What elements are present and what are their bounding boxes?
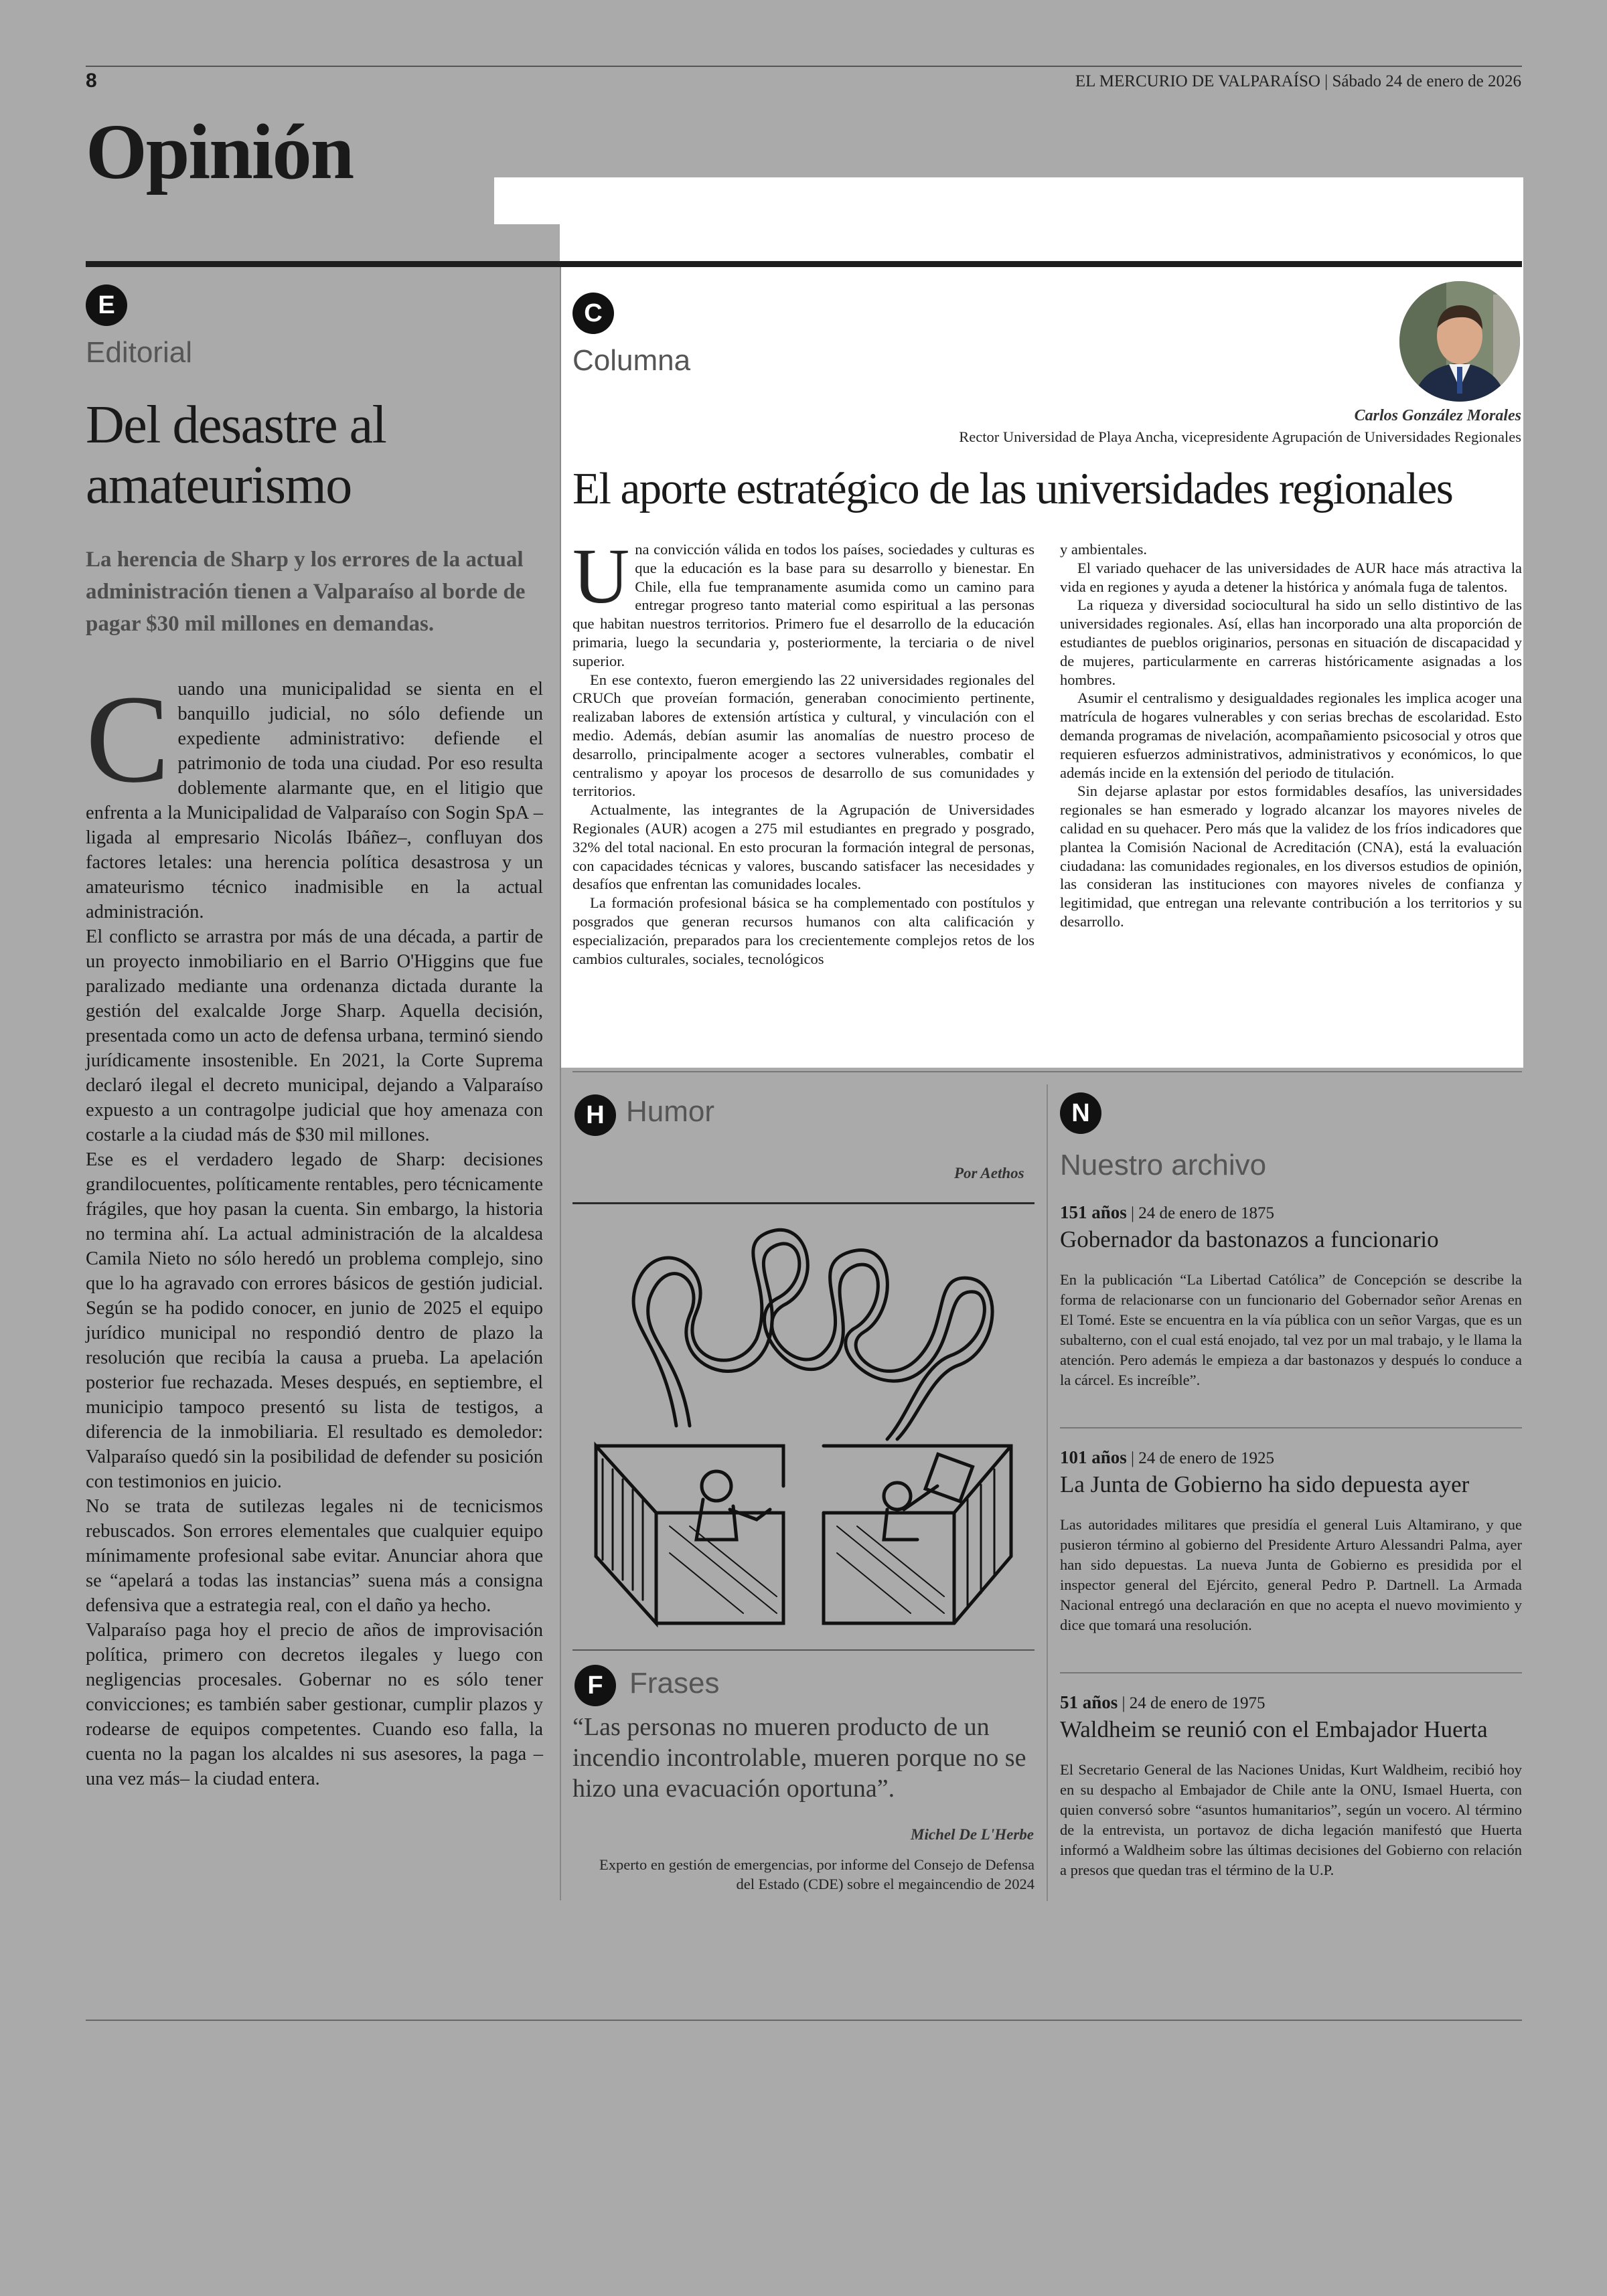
- archive-item-body: Las autoridades militares que presidía el general Luis Altamirano, y que pusieron término al gobierno del Presidente Arturo Alessandri Palma, ayer han sido depuestas. La nueva Junta de Gobierno es presidida por el inspector general del Ejército, general Pedro P. Dartnell. La Armada Nacional entregó una declaración en que no acepta el nuevo movimiento y dice que tomará una resolución.: [1060, 1516, 1522, 1633]
- publication-date-line: EL MERCURIO DE VALPARAÍSO | Sábado 24 de enero de 2026: [1075, 72, 1521, 90]
- editorial-badge: E: [86, 284, 127, 326]
- author-photo: [1399, 281, 1520, 402]
- archive-item-years: 101 años: [1060, 1447, 1127, 1467]
- column-paragraph: na convicción válida en todos los países, sociedades y culturas es que la educación es la base para su desarrollo y bienestar. En Chile, ella fue tempranamente asumida como un camino para entregar progreso tanto material como espiritual a las personas que habitan nuestros territorios. Primero fue el desarrollo de la educación primaria, luego la secundaria y, posteriormente, la terciaria o de nivel superior.: [572, 541, 1035, 669]
- archive-item-header: [1060, 1447, 1522, 1468]
- archive-divider: [1047, 1084, 1048, 1901]
- column-drop-cap: U: [572, 532, 630, 620]
- column-badge: C: [572, 293, 614, 334]
- archive-item-body: En la publicación “La Libertad Católica” de Concepción se describe la forma de relacionarse con un funcionario del Gobernador señor Arenas en El Tomé. Este se encuentra en la vía pública con un señor Vargas, que es un subalterno, con el cual está enojado, tal vez por un mal trabajo, y le llama la atención. Pero además le empieza a dar bastonazos y después lo conduce a la cárcel. Es increíble”.: [1060, 1271, 1522, 1388]
- archive-item-date: | 24 de enero de 1875: [1131, 1204, 1274, 1222]
- archivo-section-label: Nuestro archivo: [1060, 1149, 1267, 1181]
- archive-item-title: La Junta de Gobierno ha sido depuesta ayer: [1060, 1471, 1470, 1497]
- archive-item-title: Gobernador da bastonazos a funcionario: [1060, 1226, 1439, 1252]
- archive-item-header: [1060, 1692, 1522, 1713]
- column-body-left: [572, 532, 1035, 968]
- column-bottom-rule: [572, 1071, 1522, 1072]
- archive-item: [1060, 1692, 1522, 1880]
- column-paragraph: La riqueza y diversidad sociocultural ha sido un sello distintivo de las universidades regionales. Así, ellas han incorporado una alta proporción de estudiantes de pueblos originarios, personas en situación de discapacidad y de mujeres, particularmente en carreras históricamente asignadas a los hombres.: [1060, 596, 1522, 688]
- column-author-title: Rector Universidad de Playa Ancha, vicepresidente Agrupación de Universidades Regionales: [959, 428, 1521, 445]
- column-paragraph: Asumir el centralismo y desigualdades regionales les implica acoger una matrícula de hogares vulnerables y con serias brechas de escolaridad. Esto demanda programas de nivelación, acompañamiento psicosocial y otros que requieren esfuerzos administrativos, administrativos y económicos, lo que además incide en la extensión del periodo de titulación.: [1060, 689, 1522, 781]
- frases-quote: “Las personas no mueren producto de un incendio incontrolable, mueren porque no se hizo una evacuación oportuna”.: [572, 1713, 1026, 1803]
- archivo-badge: N: [1060, 1092, 1101, 1134]
- humor-cartoon: [583, 1205, 1031, 1647]
- column-paragraph: Actualmente, las integrantes de la Agrupación de Universidades Regionales (AUR) acogen a 275 mil estudiantes en pregrado y posgrado, 32% del total nacional. En esto procuran la formación integral de personas, con capacidades técnicas y valores, buscando satisfacer las necesidades y desafíos que enfrentan las comunidades locales.: [572, 801, 1035, 893]
- archive-item-date: | 24 de enero de 1925: [1131, 1449, 1274, 1467]
- archive-item: [1060, 1447, 1522, 1635]
- editorial-headline: Del desastre al amateurismo: [86, 396, 386, 515]
- archive-item-years: 51 años: [1060, 1692, 1118, 1712]
- frases-author-description: Experto en gestión de emergencias, por informe del Consejo de Defensa del Estado (CDE) sobre el megaincendio de 2024: [599, 1856, 1035, 1892]
- column-paragraph: En ese contexto, fueron emergiendo las 22 universidades regionales del CRUCh que proveían formación, generaban conocimiento pertinente, realizaban labores de extensión artística y cultural, y vinculación con el medio. Además, debían asumir las anomalías de nuestro proceso de desarrollo, principalmente acoger a sectores vulnerables, combatir el centralismo y apoyar los procesos de desarrollo de sus comunidades y territorios.: [572, 671, 1035, 800]
- page-number: 8: [86, 70, 97, 92]
- editorial-paragraph: Valparaíso paga hoy el precio de años de improvisación política, primero con decretos ilegales y luego con negligencias procesales. Gobernar no es sólo tener convicciones; es también saber gestionar, cumplir plazos y rodearse de equipos competentes. Cuando eso falla, la cuenta no la pagan los alcaldes ni sus asesores, la paga –una vez más– la ciudad entera.: [86, 1620, 543, 1789]
- editorial-paragraph: uando una municipalidad se sienta en el banquillo judicial, no sólo defiende un expediente administrativo: defiende el patrimonio de toda una ciudad. Por eso resulta doblemente alarmante que, en el litigio que enfrenta a la Municipalidad de Valparaíso con Sogin SpA –ligada al empresario Nicolás Ibáñez–, confluyan dos factores letales: una herencia política desastrosa y un amateurismo técnico inadmisible en la actual administración.: [86, 679, 543, 922]
- humor-badge: H: [575, 1094, 616, 1136]
- editorial-section-label: Editorial: [86, 336, 192, 369]
- column-body-right: [1060, 540, 1522, 931]
- frases-section-label: Frases: [629, 1667, 720, 1700]
- archive-separator: [1060, 1427, 1522, 1428]
- column-paragraph: Sin dejarse aplastar por estos formidables desafíos, las universidades regionales se han esmerado y logrado alcanzar los mayores niveles de calidad en su quehacer. Pero más que la validez de los fríos indicadores que plantea la Comisión Nacional de Acreditación (CNA), está la evaluación ciudadana: las comunidades regionales, en los diversos estudios de opinión, las consideran las instituciones con mayores niveles de confianza y legitimidad, que entregan una relevante contribución a los territorios y su desarrollo.: [1060, 783, 1522, 930]
- humor-bottom-rule: [572, 1649, 1035, 1651]
- archive-item-body: El Secretario General de las Naciones Unidas, Kurt Waldheim, recibió hoy en su despacho al Embajador de Chile ante la ONU, Ismael Huerta, con quien conversó sobre “asuntos humanitarios”, según un vocero. Al término de la entrevista, un portavoz de dicha legación manifestó que Huerta informó a Waldheim sobre las últimas decisiones del Gobierno con relación a presos que quedan tras el término de la U.P.: [1060, 1761, 1522, 1878]
- column-author-name: Carlos González Morales: [1354, 407, 1521, 424]
- column-paragraph: La formación profesional básica se ha complementado con postítulos y posgrados que generan recursos humanos con alta calificación y especialización, preparados para los crecientemente complejos retos de los cambios culturales, sociales, tecnológicos: [572, 894, 1035, 967]
- humor-credit: Por Aethos: [954, 1165, 1024, 1181]
- humor-section-label: Humor: [626, 1095, 715, 1128]
- frases-badge: F: [575, 1665, 616, 1706]
- editorial-lead: La herencia de Sharp y los errores de la actual administración tienen a Valparaíso al borde de pagar $30 mil millones en demandas.: [86, 548, 526, 636]
- top-thick-rule: [86, 261, 1522, 267]
- column-divider: [560, 267, 561, 1900]
- column-paragraph: El variado quehacer de las universidades de AUR hace más atractiva la vida en regiones y ayuda a detener la histórica y anómala fuga de talentos.: [1060, 559, 1522, 595]
- archive-item-date: | 24 de enero de 1975: [1122, 1694, 1266, 1712]
- column-background: [494, 177, 1523, 224]
- column-paragraph: y ambientales.: [1060, 541, 1147, 558]
- archive-item-title: Waldheim se reunió con el Embajador Huerta: [1060, 1716, 1488, 1742]
- editorial-body: [86, 669, 543, 1791]
- archive-separator: [1060, 1672, 1522, 1673]
- column-section-label: Columna: [572, 344, 691, 377]
- editorial-paragraph: No se trata de sutilezas legales ni de tecnicismos rebuscados. Son errores elementales que cualquier equipo mínimamente profesional sabe evitar. Anunciar ahora que se “apelará a todas las instancias” suena más a consigna defensiva que a estrategia real, con el daño ya hecho.: [86, 1496, 543, 1616]
- editorial-paragraph: El conflicto se arrastra por más de una década, a partir de un proyecto inmobiliario en el Barrio O'Higgins que fue paralizado mediante una ordenanza dictada durante la gestión del exalcalde Jorge Sharp. Aquella decisión, presentada como un acto de defensa urbana, terminó siendo jurídicamente insostenible. En 2021, la Corte Suprema declaró ilegal el decreto municipal, dejando a Valparaíso expuesto a un contragolpe judicial que hoy amenaza con costarle a la ciudad más de $30 mil millones.: [86, 926, 543, 1145]
- archive-item-years: 151 años: [1060, 1202, 1127, 1222]
- frases-author: Michel De L'Herbe: [911, 1826, 1034, 1843]
- editorial-drop-cap: C: [86, 669, 170, 809]
- page-bottom-rule: [86, 2020, 1522, 2021]
- archive-item-header: [1060, 1202, 1522, 1223]
- humor-top-rule: [572, 1202, 1035, 1204]
- section-title: Opinión: [86, 108, 354, 195]
- editorial-paragraph: Ese es el verdadero legado de Sharp: decisiones grandilocuentes, políticamente rentables, pero técnicamente frágiles, que hoy pasan la cuenta. Sin embargo, la historia no termina ahí. La actual administración de la alcaldesa Camila Nieto no sólo heredó un problema complejo, sino que lo ha agravado con errores básicos de gestión judicial. Según se ha podido conocer, en junio de 2025 el equipo jurídico municipal no respondió dentro de plazo la resolución que recibía la causa a prueba. La apelación posterior fue rechazada. Meses después, en septiembre, el municipio tampoco presentó su lista de testigos, a diferencia de la inmobiliaria. El resultado es demoledor: Valparaíso quedó sin la posibilidad de defender su posición con testimonios en juicio.: [86, 1149, 543, 1492]
- archive-item: [1060, 1202, 1522, 1390]
- column-headline: El aporte estratégico de las universidades regionales: [572, 464, 1453, 513]
